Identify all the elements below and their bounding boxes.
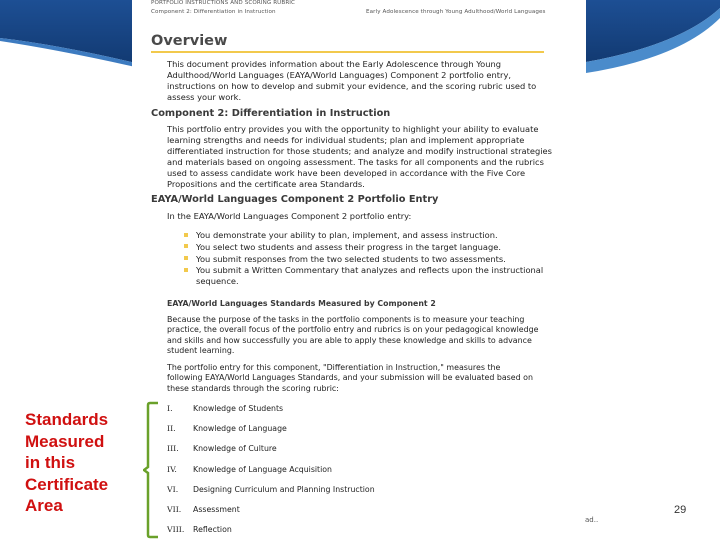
entry-bullets	[196, 230, 543, 287]
standard-number: VIII.	[167, 525, 185, 535]
overview-paragraph	[167, 59, 536, 103]
text-line: The portfolio entry for this component, "Differentiation in Instruction," measures the	[167, 363, 501, 372]
text-line: instructions on how to develop and submit your evidence, and the scoring rubric used to	[167, 81, 537, 91]
text-line: and materials based on ongoing assessment. The tasks for all components and the rubrics	[167, 157, 544, 167]
text-line: student learning.	[167, 345, 235, 355]
callout-line: Certificate	[25, 474, 109, 494]
callout-line: Area	[25, 496, 63, 515]
text-line: Because the purpose of the tasks in the portfolio components is to measure your teaching	[167, 315, 525, 324]
callout-line: Standards	[25, 410, 109, 429]
bullet-item: You submit a Written Commentary that analyzes and reflects upon the instructional	[196, 265, 544, 276]
standard-number: VI.	[167, 484, 179, 494]
standard-label: Knowledge of Culture	[193, 444, 277, 454]
page-number: 29	[674, 504, 687, 516]
footer-fragment: ad..	[585, 516, 599, 524]
doc-header-title: PORTFOLIO INSTRUCTIONS AND SCORING RUBRIC	[151, 0, 296, 6]
entry-intro: In the EAYA/World Languages Component 2 portfolio entry:	[167, 211, 412, 221]
bullet-icon	[184, 233, 188, 237]
overview-title: Overview	[151, 33, 228, 49]
component-paragraph	[167, 124, 552, 190]
standards-paragraph-2	[167, 363, 533, 394]
standards-callout	[25, 409, 108, 517]
title-rule	[151, 51, 544, 53]
component-heading: Component 2: Differentiation in Instruction	[151, 108, 391, 119]
standard-number: II.	[167, 424, 176, 434]
bullet-icon	[184, 244, 188, 248]
doc-header-right: Early Adolescence through Young Adulthood/World Languages	[366, 9, 546, 15]
green-bracket-icon	[143, 400, 163, 540]
standard-label: Knowledge of Language Acquisition	[193, 464, 332, 474]
standard-label: Reflection	[193, 525, 232, 535]
text-line: Propositions and the certificate area Standards.	[167, 179, 365, 189]
text-line: and skills and how successfully you are able to apply these knowledge and skills to advance	[167, 335, 532, 345]
text-line: practice, the overall focus of the portfolio entry and rubrics is on your pedagogical knowledge	[167, 325, 539, 335]
text-line: differentiated instruction for those students; and analyze and modify instructional strategies	[167, 146, 552, 156]
callout-line: in this	[25, 453, 76, 472]
bullet-item: You demonstrate your ability to plan, implement, and assess instruction.	[196, 230, 498, 240]
standard-number: I.	[167, 404, 173, 413]
bullet-icon	[184, 256, 188, 260]
text-line: used to assess candidate work have been developed in accordance with the Five Core	[167, 168, 526, 178]
standard-label: Designing Curriculum and Planning Instruction	[193, 484, 375, 494]
callout-line: Measured	[25, 431, 105, 451]
standards-heading: EAYA/World Languages Standards Measured by Component 2	[167, 299, 436, 308]
text-line: learning strengths and needs for individual students; plan and implement appropriate	[167, 135, 525, 145]
bullet-item: You submit responses from the two selected students to two assessments.	[196, 253, 506, 264]
standard-number: IV.	[167, 464, 177, 474]
standard-label: Assessment	[193, 505, 240, 514]
text-line: these standards through the scoring rubric:	[167, 383, 339, 393]
standard-label: Knowledge of Students	[193, 404, 284, 413]
standard-number: III.	[167, 444, 179, 454]
text-line: This document provides information about the Early Adolescence through Young	[167, 59, 502, 69]
standard-label: Knowledge of Language	[193, 424, 287, 434]
text-line: following EAYA/World Languages Standards, and your submission will be evaluated based on	[167, 373, 533, 383]
standards-paragraph-1	[167, 315, 539, 356]
text-line: This portfolio entry provides you with the opportunity to highlight your ability to evaluate	[167, 124, 539, 134]
doc-header-subtitle: Component 2: Differentiation in Instruction	[151, 9, 276, 15]
text-line: assess your work.	[167, 92, 242, 102]
standard-number: VII.	[167, 505, 182, 514]
bullet-icon	[184, 268, 188, 272]
bullet-item-continued: sequence.	[196, 276, 239, 287]
bullet-item: You select two students and assess their progress in the target language.	[196, 241, 502, 252]
text-line: Adulthood/World Languages (EAYA/World Languages) Component 2 portfolio entry,	[167, 70, 511, 80]
entry-heading: EAYA/World Languages Component 2 Portfolio Entry	[151, 194, 439, 205]
